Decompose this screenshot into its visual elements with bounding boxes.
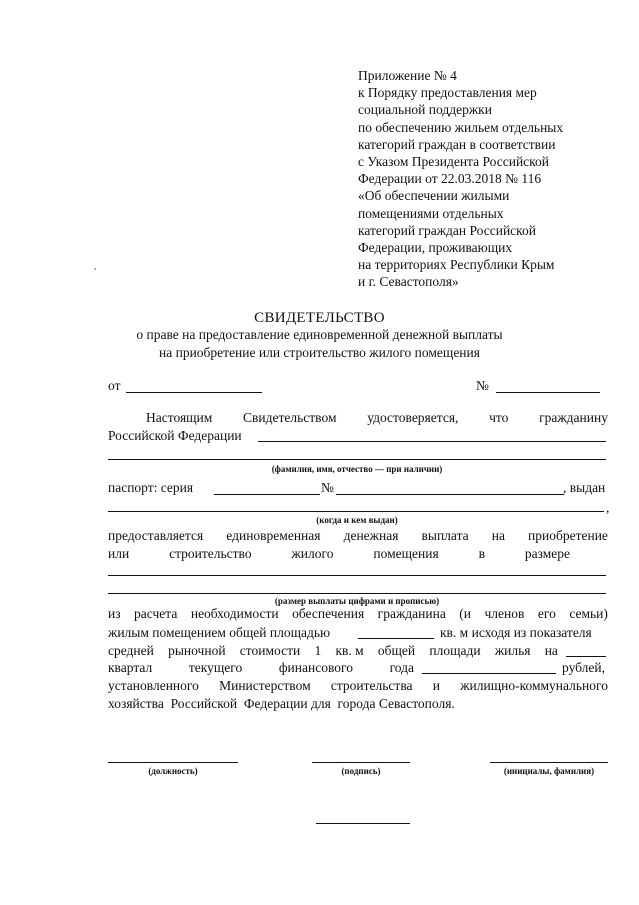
calc-word: рыночной [168, 643, 226, 658]
provided-word: единовременная [226, 528, 321, 543]
calc-word: гражданина [377, 606, 446, 621]
appendix-line: Приложение № 4 [358, 68, 457, 83]
subtitle-line-1: о праве на предоставление единовременной денежной выплаты [136, 327, 503, 342]
calc-word: квартал [108, 660, 153, 675]
appendix-line: по обеспечению жильем отдельных [358, 119, 564, 135]
subtitle-line-2: на приобретение или строительство жилого помещения [159, 345, 480, 360]
provided-word: жилого [291, 546, 334, 561]
number-blank-field[interactable] [496, 392, 600, 393]
number-label: № [476, 378, 489, 393]
caption-initials: (инициалы, фамилия) [503, 766, 595, 776]
provided-word: в [478, 546, 485, 561]
calc-word: кв. м [335, 643, 364, 658]
passport-series-field[interactable] [214, 494, 320, 495]
calc-word: жилищно-коммунального [460, 678, 608, 693]
calc-word: расчета [134, 606, 178, 621]
calc-word: 1 [314, 643, 322, 658]
provided-word: помещения [373, 546, 439, 561]
calc-line-2a: жилым помещением общей площадью [108, 625, 331, 640]
calc-word: членов [484, 606, 525, 621]
appendix-line: помещениями отдельных [358, 205, 504, 221]
calc-word: на [544, 643, 558, 658]
from-label: от [108, 378, 121, 393]
initials-field[interactable] [490, 762, 608, 763]
certify-word: что [489, 410, 509, 425]
calc-word: (и [459, 606, 472, 621]
appendix-line: категорий граждан Российской [358, 222, 537, 238]
calc-word: необходимости [190, 606, 279, 621]
calc-word: строительства [330, 678, 413, 693]
caption-signature: (подпись) [341, 766, 381, 776]
calc-line-4 [108, 660, 414, 676]
stamp-line[interactable] [316, 823, 410, 824]
appendix-line: Федерации, проживающих [358, 240, 513, 256]
provided-word: предоставляется [108, 528, 204, 543]
price-field[interactable] [422, 673, 556, 674]
quarter-field[interactable] [566, 656, 606, 657]
appendix-line: социальной поддержки [358, 102, 492, 118]
calc-word: и [432, 678, 440, 693]
trailing-comma: , [606, 500, 610, 515]
certify-word: Свидетельством [243, 410, 337, 425]
calc-word: года [389, 660, 414, 675]
appendix-line: «Об обеспечении жилыми [358, 188, 510, 204]
passport-number-label: № [321, 480, 334, 495]
calc-word: стоимости [239, 643, 301, 658]
certify-word: Настоящим [146, 410, 213, 425]
calc-word: средней [108, 643, 154, 658]
provided-word: приобретение [528, 528, 608, 543]
caption-amount: (размер выплаты цифрами и прописью) [274, 596, 440, 606]
document-title: СВИДЕТЕЛЬСТВО [254, 310, 385, 326]
provided-word: размере [524, 546, 570, 561]
calc-word: семьи) [569, 606, 608, 621]
citizen-name-field-2[interactable] [108, 459, 606, 460]
date-blank-field[interactable] [126, 392, 262, 393]
passport-issued-field[interactable] [108, 511, 604, 512]
calc-word: из [108, 606, 121, 621]
provided-word: или [108, 546, 130, 561]
amount-field-1[interactable] [108, 575, 606, 576]
rubles-label: рублей, [562, 660, 606, 675]
calc-word: жилья [494, 643, 531, 658]
area-field[interactable] [358, 638, 434, 639]
appendix-line: к Порядку предоставления мер [358, 85, 537, 101]
calc-line-5 [108, 678, 608, 694]
provided-word: на [491, 528, 505, 543]
provided-line-1 [108, 528, 608, 544]
certify-word: удостоверяется, [367, 410, 459, 425]
calc-word: Министерством [219, 678, 311, 693]
amount-field-2[interactable] [108, 593, 606, 594]
calc-word: площади [429, 643, 481, 658]
provided-word: денежная [343, 528, 399, 543]
appendix-line: на территориях Республики Крым [358, 257, 555, 273]
scan-speck [94, 268, 96, 270]
appendix-block [358, 67, 618, 291]
citizen-label: Российской Федерации [108, 428, 242, 443]
position-field[interactable] [108, 762, 238, 763]
caption-position: (должность) [148, 766, 198, 776]
calc-word: обеспечения [292, 606, 365, 621]
signature-field[interactable] [312, 762, 410, 763]
calc-word: общей [377, 643, 416, 658]
caption-issued: (когда и кем выдан) [316, 515, 398, 525]
appendix-line: и г. Севастополя» [358, 274, 459, 290]
provided-word: строительство [169, 546, 252, 561]
caption-fio: (фамилия, имя, отчество — при наличии) [271, 464, 443, 474]
calc-line-2b: кв. м исходя из показателя [440, 625, 592, 640]
calc-word: финансового [278, 660, 353, 675]
appendix-line: с Указом Президента Российской [358, 154, 550, 170]
calc-line-3 [108, 643, 558, 659]
calc-word: текущего [188, 660, 243, 675]
certify-word: гражданину [539, 410, 608, 425]
calc-word: его [537, 606, 556, 621]
appendix-line: Федерации от 22.03.2018 № 116 [358, 171, 542, 187]
passport-issued-label: , выдан [563, 480, 606, 495]
calc-word: установленного [108, 678, 199, 693]
calc-line-6: хозяйства Российской Федерации для города Севастополя. [108, 696, 455, 711]
passport-series-label: паспорт: серия [108, 480, 194, 495]
citizen-name-field[interactable] [258, 441, 606, 442]
provided-word: выплата [421, 528, 469, 543]
calc-line-1 [108, 606, 608, 622]
appendix-line: категорий граждан в соответствии [358, 136, 556, 152]
certify-line [146, 410, 608, 426]
passport-number-field[interactable] [336, 494, 564, 495]
provided-line-2 [108, 546, 570, 562]
